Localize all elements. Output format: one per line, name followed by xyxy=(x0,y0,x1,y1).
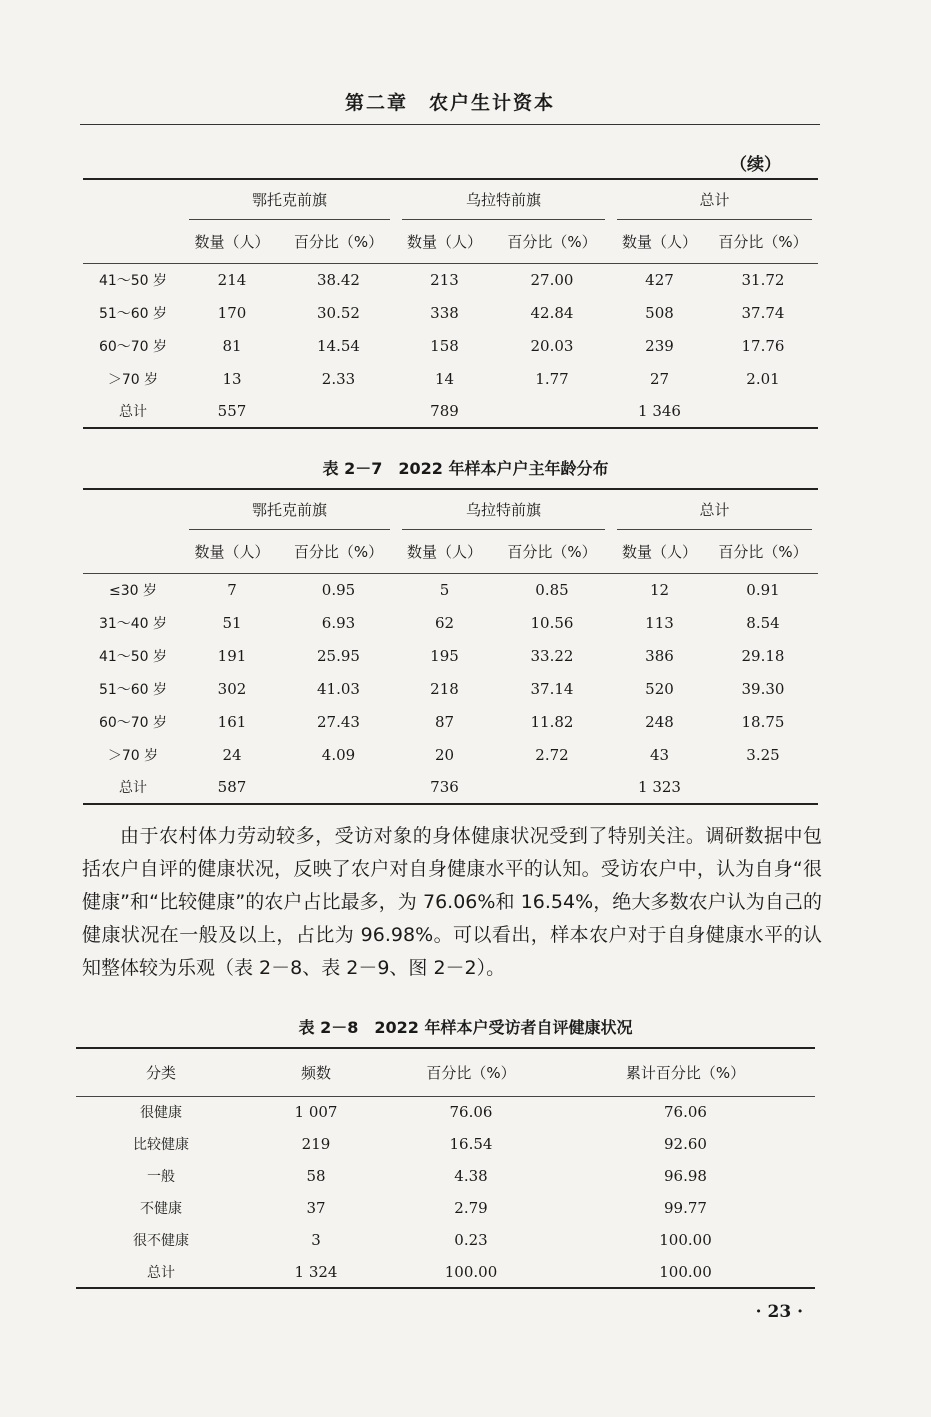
table-row xyxy=(83,573,818,606)
data-cell: 1 324 xyxy=(294,1262,338,1281)
data-cell: 1.77 xyxy=(535,369,569,388)
data-cell: 386 xyxy=(645,646,674,665)
table-row xyxy=(83,395,818,428)
age-table-continued xyxy=(83,178,818,429)
table-2-8 xyxy=(76,1047,815,1289)
group-header-etuokeqianqi: 鄂托克前旗 xyxy=(183,489,396,531)
data-cell: 27.00 xyxy=(530,270,574,289)
data-cell: 7 xyxy=(227,580,237,599)
data-cell: 99.77 xyxy=(664,1199,707,1217)
data-cell: 41.03 xyxy=(317,679,360,698)
group-header-total: 总计 xyxy=(611,489,818,531)
data-cell: 5 xyxy=(439,580,450,599)
data-cell: 3.25 xyxy=(746,745,780,764)
data-cell: 27.43 xyxy=(317,712,360,731)
data-cell: 33.22 xyxy=(530,646,574,665)
row-label-cell: 总计 xyxy=(147,1264,175,1281)
data-cell: 58 xyxy=(306,1167,326,1185)
table-row xyxy=(76,1256,815,1288)
data-cell: 302 xyxy=(217,679,247,698)
table-row xyxy=(76,1192,815,1224)
data-cell: 39.30 xyxy=(741,679,785,698)
data-cell: 92.60 xyxy=(664,1135,707,1153)
data-cell: 158 xyxy=(430,336,459,355)
data-cell: 218 xyxy=(430,679,459,698)
table-row xyxy=(76,1128,815,1160)
data-cell: 2.72 xyxy=(535,745,569,764)
group-header-total: 总计 xyxy=(611,179,818,221)
data-cell: 51 xyxy=(222,613,242,632)
data-cell: 14.54 xyxy=(317,336,360,355)
sub-header-count: 数量（人） xyxy=(621,233,697,252)
row-label-cell: 41～50 岁 xyxy=(98,272,168,289)
data-cell: 29.18 xyxy=(741,646,785,665)
data-cell: 12 xyxy=(649,580,670,599)
data-cell: 30.52 xyxy=(317,303,360,322)
data-cell: 18.75 xyxy=(741,712,785,731)
row-label-cell: 一般 xyxy=(147,1169,175,1185)
data-cell: 214 xyxy=(217,270,247,289)
row-label-cell: 51～60 岁 xyxy=(98,681,168,698)
table-row xyxy=(83,705,818,738)
table-row xyxy=(83,639,818,672)
data-cell: 736 xyxy=(430,778,459,796)
data-cell: 0.91 xyxy=(746,580,780,599)
table-row xyxy=(76,1224,815,1256)
row-label-cell: 41～50 岁 xyxy=(98,648,168,665)
data-cell: 4.09 xyxy=(321,745,356,764)
row-label-cell: 51～60 岁 xyxy=(98,305,168,322)
header-percent: 百分比（%） xyxy=(426,1063,516,1082)
sub-header-percent: 百分比（%） xyxy=(718,543,808,562)
data-cell: 0.85 xyxy=(535,580,569,599)
data-cell: 1 323 xyxy=(638,778,681,796)
data-cell: 2.79 xyxy=(454,1199,488,1217)
row-label-cell: 很健康 xyxy=(140,1105,182,1122)
page-number: · 23 · xyxy=(755,1302,803,1322)
data-cell: 2.01 xyxy=(746,369,780,388)
data-cell: 38.42 xyxy=(317,270,360,289)
data-cell: 10.56 xyxy=(530,613,574,632)
row-label-cell: ＞70 岁 xyxy=(107,747,159,764)
continued-label: （续） xyxy=(730,155,781,175)
data-cell xyxy=(281,395,396,428)
table-2-7-caption: 表 2－7 2022 年样本户户主年龄分布 xyxy=(322,459,609,478)
row-label-cell: 60～70 岁 xyxy=(98,714,168,731)
data-cell: 27 xyxy=(649,369,670,388)
row-label-cell: 60～70 岁 xyxy=(98,338,168,355)
data-cell: 248 xyxy=(645,712,674,731)
row-label-cell: 很不健康 xyxy=(133,1233,189,1249)
data-cell xyxy=(493,395,611,428)
header-frequency: 频数 xyxy=(300,1063,331,1082)
data-cell: 87 xyxy=(434,712,455,731)
sub-header-count: 数量（人） xyxy=(406,233,482,252)
data-cell: 213 xyxy=(430,270,459,289)
data-cell: 13 xyxy=(222,369,242,388)
data-cell: 113 xyxy=(645,613,674,632)
data-cell xyxy=(708,771,818,804)
table-row xyxy=(76,1096,815,1128)
sub-header-percent: 百分比（%） xyxy=(718,233,808,252)
data-cell xyxy=(708,395,818,428)
row-label-cell: 总计 xyxy=(119,404,147,420)
data-cell: 31.72 xyxy=(741,270,785,289)
running-header: 第二章 农户生计资本 xyxy=(344,92,555,114)
data-cell: 0.95 xyxy=(321,580,356,599)
table-row xyxy=(83,606,818,639)
data-cell: 3 xyxy=(311,1231,321,1249)
data-cell: 25.95 xyxy=(317,646,360,665)
sub-header-count: 数量（人） xyxy=(621,543,697,562)
data-cell: 427 xyxy=(645,270,674,289)
data-cell: 16.54 xyxy=(449,1135,493,1153)
data-cell: 24 xyxy=(222,745,242,764)
data-cell: 76.06 xyxy=(664,1103,707,1122)
data-cell: 0.23 xyxy=(454,1231,488,1249)
data-cell: 8.54 xyxy=(746,613,780,632)
sub-header-percent: 百分比（%） xyxy=(293,543,384,562)
sub-header-count: 数量（人） xyxy=(194,233,270,252)
table-2-7 xyxy=(83,488,818,805)
group-header-wulateqianqi: 乌拉特前旗 xyxy=(396,179,611,221)
sub-header-percent: 百分比（%） xyxy=(507,543,597,562)
row-label-cell: 总计 xyxy=(119,780,147,796)
data-cell: 170 xyxy=(217,303,247,322)
table-row xyxy=(83,672,818,705)
data-cell: 100.00 xyxy=(659,1262,712,1281)
group-header-wulateqianqi: 乌拉特前旗 xyxy=(396,489,611,531)
data-cell: 37 xyxy=(306,1199,326,1217)
data-cell: 20.03 xyxy=(530,336,574,355)
data-cell: 219 xyxy=(301,1135,331,1153)
data-cell: 62 xyxy=(434,613,455,632)
group-header-etuokeqianqi: 鄂托克前旗 xyxy=(183,179,396,221)
table-row xyxy=(83,263,818,296)
table-row xyxy=(83,329,818,362)
data-cell: 42.84 xyxy=(530,303,574,322)
data-cell: 1 346 xyxy=(638,402,681,420)
data-cell: 100.00 xyxy=(444,1262,498,1281)
data-cell: 338 xyxy=(430,303,459,322)
body-paragraph xyxy=(82,820,822,985)
data-cell: 239 xyxy=(645,336,674,355)
sub-header-percent: 百分比（%） xyxy=(507,233,597,252)
data-cell: 100.00 xyxy=(659,1231,712,1249)
data-cell: 789 xyxy=(430,402,459,420)
data-cell: 81 xyxy=(222,336,242,355)
sub-header-count: 数量（人） xyxy=(406,543,482,562)
table-row xyxy=(83,771,818,804)
data-cell xyxy=(493,771,611,804)
sub-header-percent: 百分比（%） xyxy=(293,233,384,252)
data-cell: 76.06 xyxy=(449,1103,493,1122)
data-cell: 161 xyxy=(217,712,247,731)
table-row xyxy=(76,1160,815,1192)
data-cell: 37.14 xyxy=(530,679,574,698)
header-category: 分类 xyxy=(145,1063,176,1082)
data-cell xyxy=(281,771,396,804)
data-cell: 191 xyxy=(217,646,247,665)
data-cell: 587 xyxy=(217,778,247,796)
data-cell: 11.82 xyxy=(530,712,574,731)
data-cell: 37.74 xyxy=(741,303,785,322)
table-2-8-caption: 表 2－8 2022 年样本户受访者自评健康状况 xyxy=(298,1018,633,1037)
data-cell: 14 xyxy=(434,369,455,388)
corner-cell xyxy=(83,179,183,221)
data-cell: 1 007 xyxy=(294,1103,338,1122)
header-cumulative-percent: 累计百分比（%） xyxy=(625,1063,746,1082)
table-row xyxy=(83,738,818,771)
header-rule xyxy=(80,124,820,125)
row-label-cell: ≤30 岁 xyxy=(109,582,157,599)
row-label-cell: ＞70 岁 xyxy=(107,371,159,388)
data-cell: 6.93 xyxy=(321,613,356,632)
table-row xyxy=(83,362,818,395)
table-row xyxy=(83,296,818,329)
data-cell: 43 xyxy=(649,745,670,764)
row-label-cell: 不健康 xyxy=(140,1201,182,1217)
row-label-cell: 比较健康 xyxy=(133,1137,189,1153)
paragraph-text: 由于农村体力劳动较多，受访对象的身体健康状况受到了特别关注。调研数据中包括农户自评的健康状况，反映了农户对自身健康水平的认知。受访农户中，认为自身“很健康”和“比较健康”的农户占比最多，为 76.06%和 16.54%，绝大多数农户认为自己的健康状况在一般及以上，占比为 96.98%。可以看出，样本农户对于自身健康水平的认知整体较为乐观（表 2－8、表 2－9、图 2－2）。 xyxy=(82,825,822,979)
data-cell: 4.38 xyxy=(454,1167,488,1185)
data-cell: 2.33 xyxy=(321,369,356,388)
data-cell: 508 xyxy=(645,303,674,322)
data-cell: 96.98 xyxy=(664,1167,707,1185)
data-cell: 20 xyxy=(434,745,455,764)
sub-header-count: 数量（人） xyxy=(194,543,270,562)
data-cell: 17.76 xyxy=(741,336,785,355)
data-cell: 520 xyxy=(645,679,674,698)
data-cell: 557 xyxy=(217,402,247,420)
data-cell: 195 xyxy=(430,646,459,665)
row-label-cell: 31～40 岁 xyxy=(98,615,168,632)
